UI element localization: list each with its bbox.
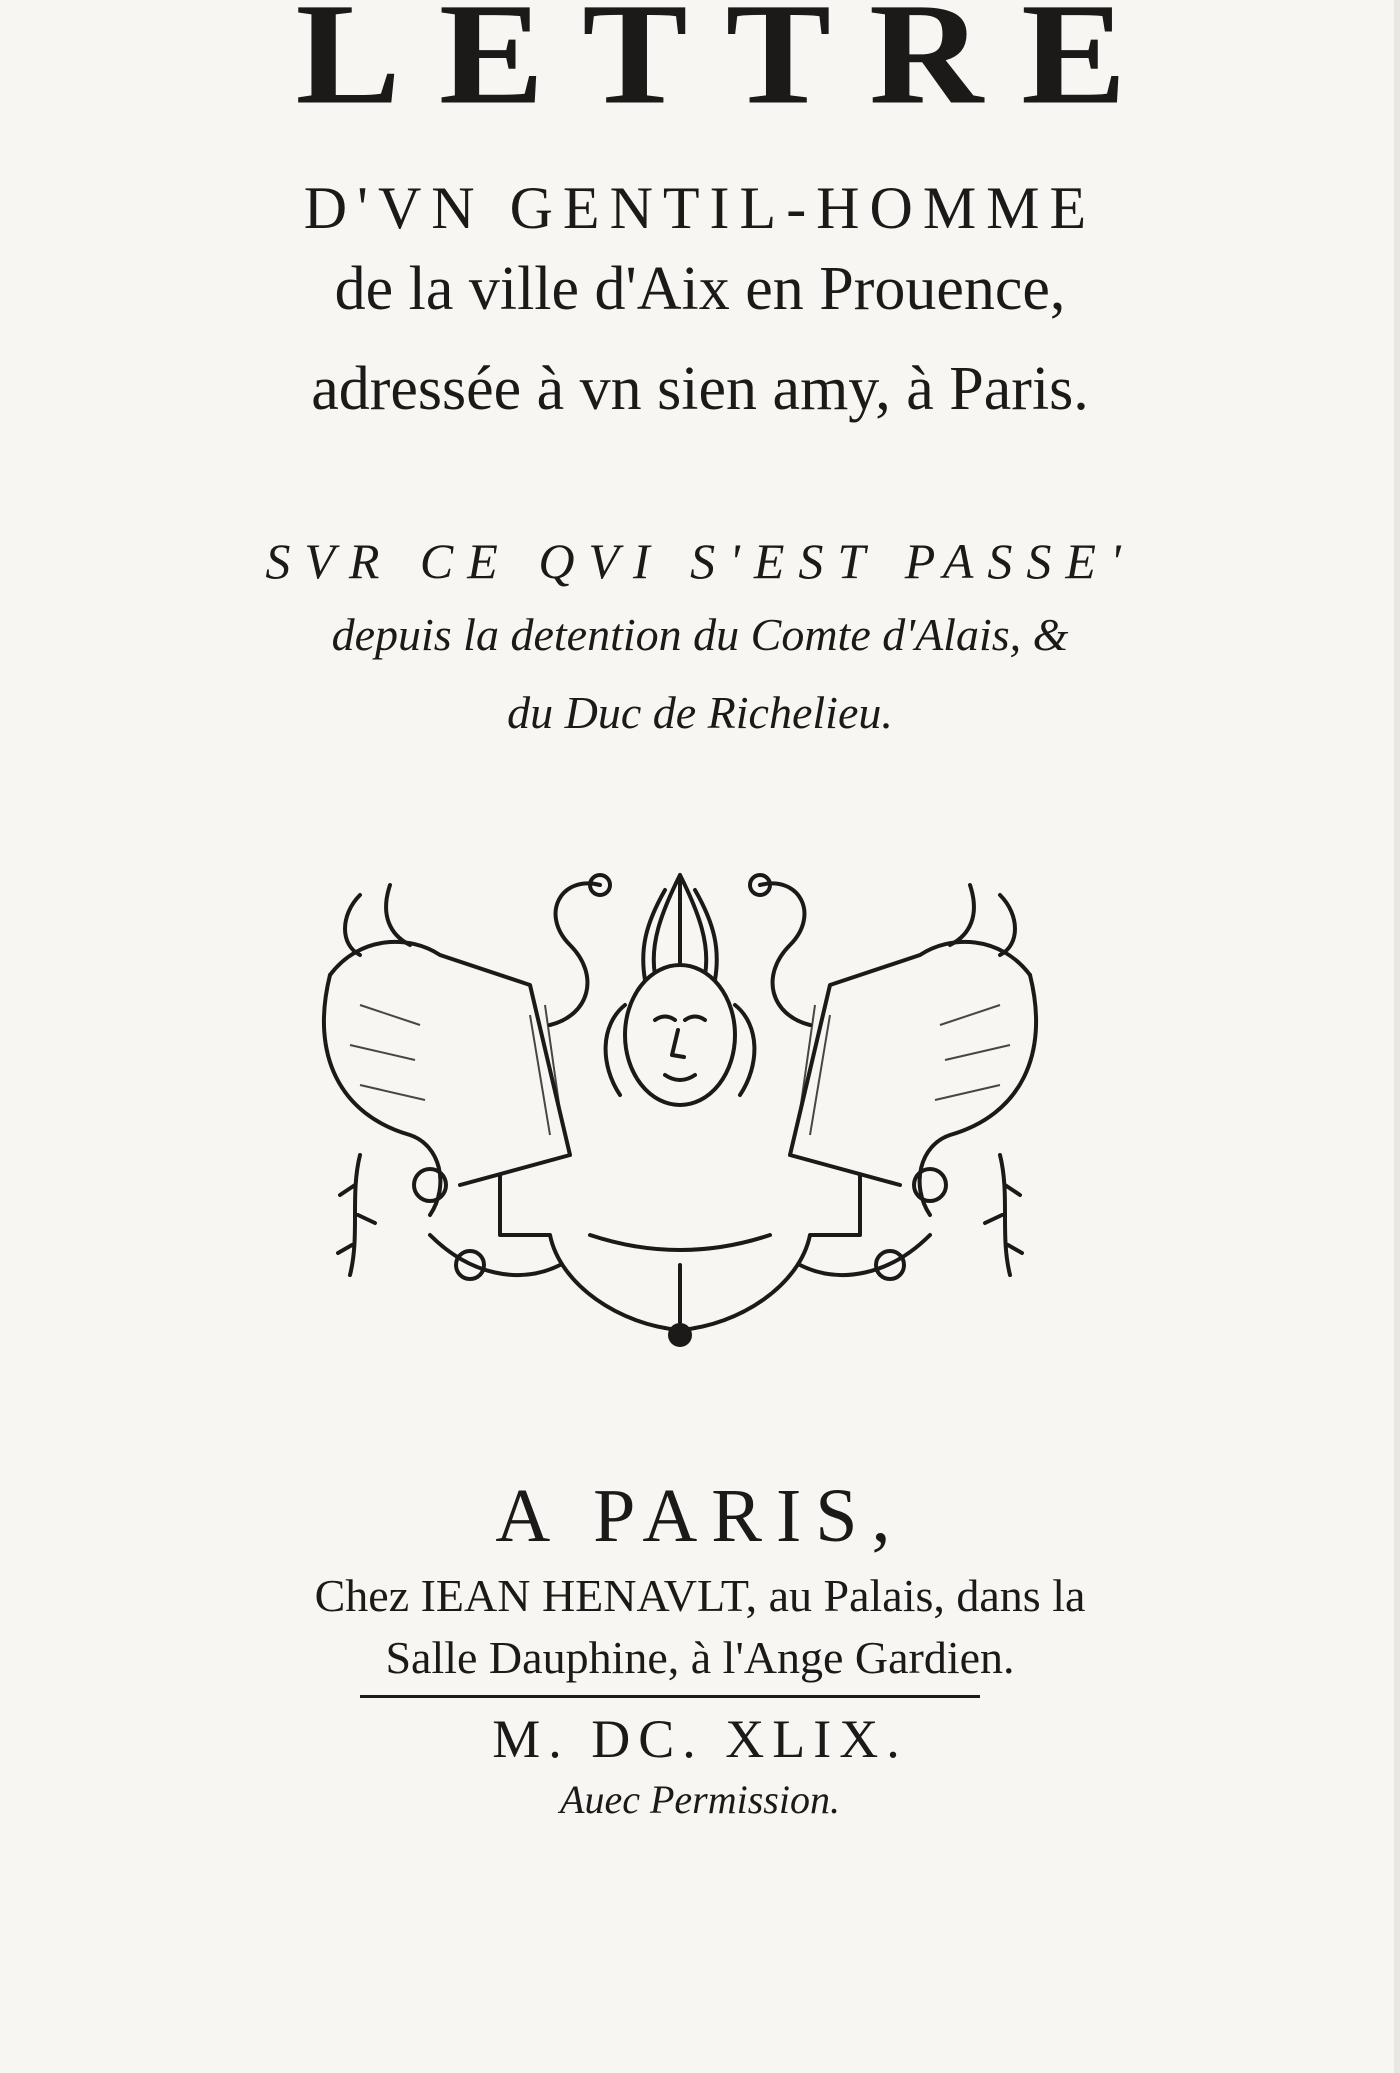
imprint-line-1: Chez IEAN HENAVLT, au Palais, dans la bbox=[314, 1570, 1086, 1621]
printers-ornament-icon bbox=[300, 855, 1060, 1355]
title-main: LETTRE bbox=[295, 0, 1165, 135]
title-line-2: D'VN GENTIL-HOMME bbox=[303, 175, 1097, 241]
imprint-city: A PARIS, bbox=[495, 1474, 905, 1558]
imprint-permission: Auec Permission. bbox=[560, 1777, 840, 1822]
imprint-line-2: Salle Dauphine, à l'Ange Gardien. bbox=[385, 1632, 1015, 1683]
title-line-4: adressée à vn sien amy, à Paris. bbox=[311, 355, 1089, 423]
subtitle-line-2: depuis la detention du Comte d'Alais, & bbox=[331, 609, 1069, 660]
subtitle-line-3: du Duc de Richelieu. bbox=[507, 687, 893, 738]
subtitle-line-1: SVR CE QVI S'EST PASSE' bbox=[265, 533, 1135, 589]
imprint-year: M. DC. XLIX. bbox=[492, 1709, 908, 1769]
divider-rule bbox=[360, 1695, 980, 1698]
title-line-3: de la ville d'Aix en Prouence, bbox=[334, 255, 1066, 323]
